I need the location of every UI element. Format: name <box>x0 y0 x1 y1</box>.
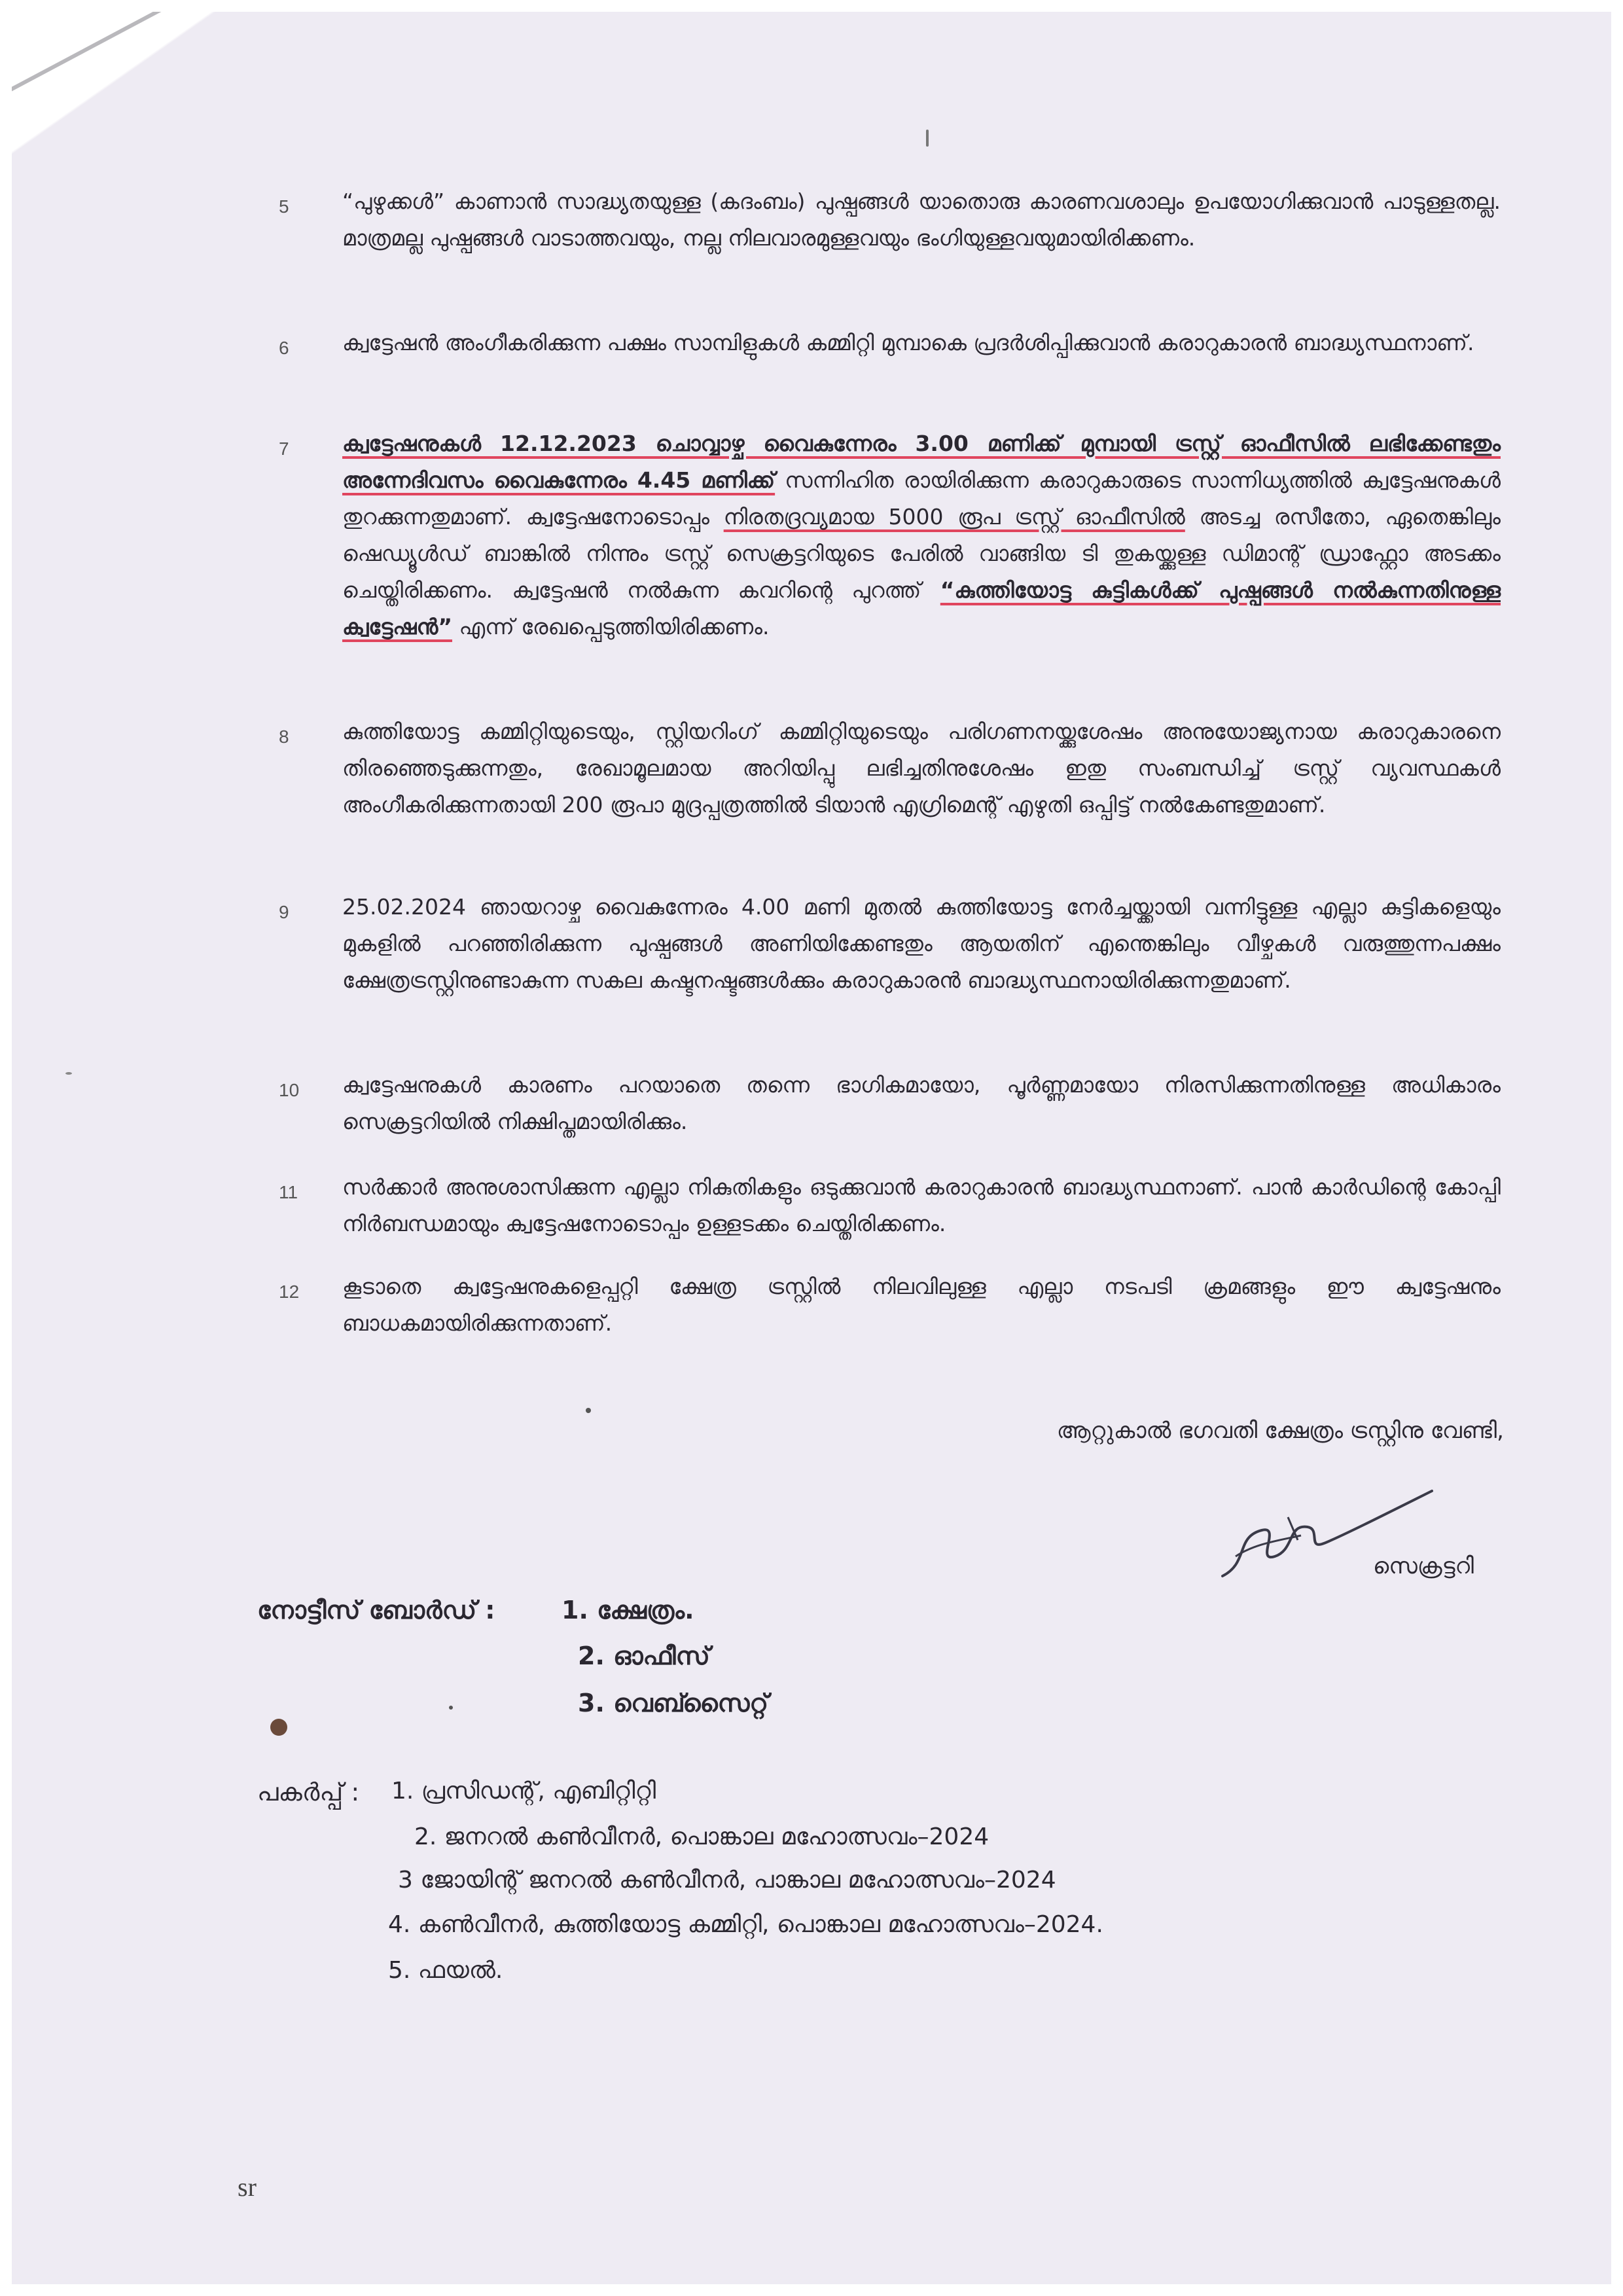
notice-board-item: 3. വെബ്സൈറ്റ് <box>578 1689 769 1717</box>
clause-number: 10 <box>279 1080 300 1100</box>
stain-mark <box>270 1719 287 1736</box>
speck-mark <box>65 1072 72 1075</box>
footer-initials: sr <box>238 2172 257 2202</box>
notice-board-item: 2. ഓഫീസ് <box>578 1641 710 1670</box>
clause-text: കുത്തിയോട്ട കമ്മിറ്റിയുടെയും, സ്റ്റിയറിംഗ് കമ്മിറ്റിയുടെയും പരിഗണനയ്ക്കുശേഷം അനുയോജ്യനായ കരാറുകാരനെ തിരഞ്ഞെടുക്കുന്നതും, രേഖാമൂലമായ അറിയിപ്പു ലഭിച്ചതിനുശേഷം ഇതു സംബന്ധിച്ച് ട്രസ്റ്റ് വ്യവസ്ഥകൾ അംഗീകരിക്കുന്നതായി 200 രൂപാ മുദ്രപ്പത്രത്തിൽ ടിയാൻ എഗ്രിമെന്റ് എഴുതി ഒപ്പിട്ട് നൽകേണ്ടതുമാണ്. <box>342 719 1501 817</box>
secretary-designation: സെക്രട്ടറി <box>1373 1553 1474 1579</box>
copy-to-item: 1. പ്രസിഡന്റ്, എബിറ്റിറ്റി <box>391 1778 656 1804</box>
copy-to-label: പകർപ്പ് : <box>257 1778 360 1806</box>
clause-7-text-part: സന്നിഹിത രായിരിക്കുന്ന കരാറുകാരുടെ സാന്നിധ്യത്തിൽ ക്വട്ടേഷനുകൾ തുറക്കുന്നതുമാണ്. ക്വട്ടേഷനോടൊപ്പം <box>342 467 1501 529</box>
notice-board-label: നോട്ടീസ് ബോർഡ് : <box>257 1596 495 1624</box>
clause-7-text-part: അടച്ച രസീതോ, ഏതെങ്കിലും ഷെഡ്യൂൾഡ് ബാങ്കിൽ നിന്നും ട്രസ്റ്റ് സെക്രട്ടറിയുടെ പേരിൽ വാങ്ങിയ ടി തുകയ്ക്കുള്ള ഡിമാന്റ് ഡ്രാഫ്റ്റോ അടക്കം ചെയ്തിരിക്കണം. ക്വട്ടേഷൻ നൽകുന്ന കവറിന്റെ പുറത്ത് <box>342 504 1501 603</box>
clause-7-deposit-underlined: നിരതദ്രവ്യമായ 5000 രൂപ ട്രസ്റ്റ് ഓഫീസിൽ <box>723 504 1185 529</box>
clause-number: 6 <box>279 338 289 358</box>
clause-number: 7 <box>279 439 289 459</box>
sign-on-behalf-of: ആറ്റുകാൽ ഭഗവതി ക്ഷേത്രം ട്രസ്റ്റിനു വേണ്ടി, <box>1056 1418 1504 1444</box>
speck-mark <box>586 1408 591 1413</box>
clause-number: 9 <box>279 902 289 922</box>
clause-text: ക്വട്ടേഷൻ അംഗീകരിക്കുന്ന പക്ഷം സാമ്പിളുകൾ കമ്മിറ്റി മുമ്പാകെ പ്രദർശിപ്പിക്കുവാൻ കരാറുകാരൻ ബാദ്ധ്യസ്ഥനാണ്. <box>342 330 1474 355</box>
copy-to-item: 5. ഫയൽ. <box>388 1957 503 1984</box>
page-curl <box>12 12 221 175</box>
clause-7-cover-title: “കുത്തിയോട്ട കുട്ടികൾക്ക് പുഷ്പങ്ങൾ നൽകുന്നതിനുള്ള ക്വട്ടേഷൻ” <box>342 577 1501 639</box>
clause-text: “പുഴുക്കൾ” കാണാൻ സാദ്ധ്യതയുള്ള (കദംബം) പുഷ്പങ്ങൾ യാതൊരു കാരണവശാലും ഉപയോഗിക്കുവാൻ പാടുള്ളതല്ല. മാത്രമല്ല പുഷ്പങ്ങൾ വാടാത്തവയും, നല്ല നിലവാരമുള്ളവയും ഭംഗിയുള്ളവയുമായിരിക്കണം. <box>342 188 1501 251</box>
clause-text: 25.02.2024 ഞായറാഴ്ച വൈകുന്നേരം 4.00 മണി മുതൽ കുത്തിയോട്ട നേർച്ചയ്ക്കായി വന്നിട്ടുള്ള എല്ലാ കുട്ടികളെയും മുകളിൽ പറഞ്ഞിരിക്കുന്ന പുഷ്പങ്ങൾ അണിയിക്കേണ്ടതും ആയതിന് എന്തെങ്കിലും വീഴ്ചകൾ വരുത്തുന്നപക്ഷം ക്ഷേത്രട്രസ്റ്റിനുണ്ടാകുന്ന സകല കഷ്ടനഷ്ടങ്ങൾക്കും കരാറുകാരൻ ബാദ്ധ്യസ്ഥനായിരിക്കുന്നതുമാണ്. <box>342 894 1501 993</box>
clause-text <box>342 425 1501 645</box>
clause-number: 11 <box>279 1182 298 1202</box>
notice-board-item: 1. ക്ഷേത്രം. <box>562 1596 694 1624</box>
clause-7-bold-underlined: ക്വട്ടേഷനുകൾ 12.12.2023 ചൊവ്വാഴ്ച വൈകുന്നേരം 3.00 മണിക്ക് മുമ്പായി ട്രസ്റ്റ് ഓഫീസിൽ ലഭിക്കേണ്ടതും അന്നേദിവസം വൈകുന്നേരം 4.45 മണിക്ക് <box>342 431 1501 493</box>
document-page <box>12 12 1611 2284</box>
copy-to-item: 2. ജനറൽ കൺവീനർ, പൊങ്കാല മഹോത്സവം–2024 <box>414 1823 990 1850</box>
clause-text: കൂടാതെ ക്വട്ടേഷനുകളെപ്പറ്റി ക്ഷേത്ര ട്രസ്റ്റിൽ നിലവിലുള്ള എല്ലാ നടപടി ക്രമങ്ങളും ഈ ക്വട്ടേഷനും ബാധകമായിരിക്കുന്നതാണ്. <box>342 1274 1501 1336</box>
clause-text: സർക്കാർ അനുശാസിക്കുന്ന എല്ലാ നികുതികളും ഒടുക്കുവാൻ കരാറുകാരൻ ബാദ്ധ്യസ്ഥനാണ്. പാൻ കാർഡിന്റെ കോപ്പി നിർബന്ധമായും ക്വട്ടേഷനോടൊപ്പം ഉള്ളടക്കം ചെയ്തിരിക്കണം. <box>342 1174 1501 1236</box>
clause-7-text-part: എന്ന് രേഖപ്പെടുത്തിയിരിക്കണം. <box>452 614 770 639</box>
clause-number: 5 <box>279 196 289 217</box>
speck-mark <box>449 1706 453 1710</box>
clause-text: ക്വട്ടേഷനുകൾ കാരണം പറയാതെ തന്നെ ഭാഗികമായോ, പൂർണ്ണമായോ നിരസിക്കുന്നതിനുള്ള അധികാരം സെക്രട്ടറിയിൽ നിക്ഷിപ്തമായിരിക്കും. <box>342 1072 1501 1134</box>
copy-to-item: 4. കൺവീനർ, കുത്തിയോട്ട കമ്മിറ്റി, പൊങ്കാല മഹോത്സവം–2024. <box>388 1911 1103 1938</box>
copy-to-item: 3 ജോയിന്റ് ജനറൽ കൺവീനർ, പാങ്കാല മഹോത്സവം–2024 <box>398 1867 1056 1893</box>
speck-mark <box>926 130 929 147</box>
clause-number: 12 <box>279 1282 300 1302</box>
clause-number: 8 <box>279 726 289 747</box>
